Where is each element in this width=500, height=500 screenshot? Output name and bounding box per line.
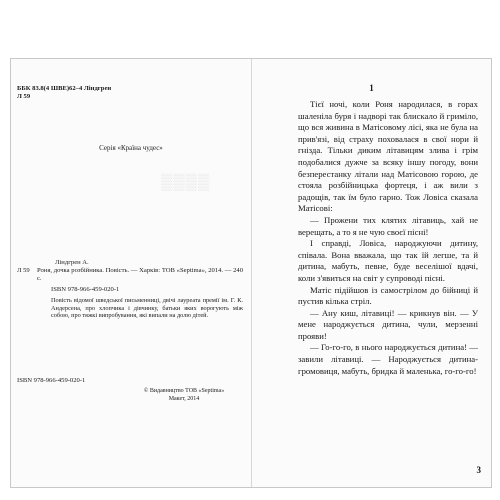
copyright-line: Макет, 2014 xyxy=(168,395,200,402)
page-number: 3 xyxy=(476,465,481,475)
copyright-line: © Видавництво ТОВ «Septima» xyxy=(143,388,225,394)
paragraph: — Ану киш, літавиці! — крикнув він. — У мене народжується дитина, чули, мерзенні прояви! xyxy=(298,307,478,341)
body-text xyxy=(298,99,478,377)
right-page xyxy=(252,59,491,487)
paragraph: Тієї ночі, коли Роня народилася, в горах шаленіла буря і надворі так блискало й гриміло, що вся живина в Матісовому лісі, яка не була на прив'язі, від страху поховалася в свої нори й гнізда. Тільки диким літавицям злива і грім подобалися дужче за всяку іншу погоду, вони безперестанку літали над Матісовою горою, де стояла розбійницька фортеця, і аж вили з радощів, так їм було гарно. Тож Ловіса сказала Матісові: xyxy=(298,99,478,214)
bibliographic-reference xyxy=(17,259,243,320)
isbn: ISBN 978-966-459-020-1 xyxy=(51,286,120,293)
bbk-line: Л 59 xyxy=(17,93,31,100)
ref-code: Л 59 xyxy=(17,267,30,274)
ref-author: Ліндгрен А. xyxy=(55,259,89,266)
annotation: Повість відомої шведської письменниці, двічі лауреата премії ім. Г. К. Андерсена, про хлопчика і дівчинку, батьки яких ворогують між собою, про тяжкі випробування, які випали на долю дітей. xyxy=(51,297,243,320)
book-spread xyxy=(10,58,492,488)
ref-text: Роня, дочка розбійника. Повість. — Харків: ТОВ «Septima», 2014. — 240 с. xyxy=(37,267,243,282)
paragraph: Матіс підійшов із самострілом до бійниці й пустив кілька стріл. xyxy=(298,284,478,307)
chapter-number: 1 xyxy=(369,83,374,93)
paragraph: — Прожени тих клятих літавиць, хай не верещать, а то я не чую своєї пісні! xyxy=(298,214,478,237)
bbk-line: ББК 83.8(4 ШВЕ)62–4 Ліндгрен xyxy=(17,85,112,92)
left-page xyxy=(11,59,251,487)
copyright xyxy=(121,388,247,403)
series-title: Серія «Країна чудес» xyxy=(99,144,163,152)
bleed-through-shadow: ▒▒▒▒ xyxy=(161,174,211,191)
paragraph: І справді, Ловіса, народжуючи дитину, співала. Вона вважала, що так їй легше, та й дитина, мабуть, певне, буде веселішої вдачі, коли з'явиться на світ у супроводі пісні. xyxy=(298,238,478,283)
isbn-bottom: ISBN 978-966-459-020-1 xyxy=(17,377,86,384)
ref-row xyxy=(17,267,243,283)
bbk-block xyxy=(17,85,111,101)
paragraph: — Го-го-го, в нього народжується дитина! — завили літавиці. — Народжується дитина-громовиця, мабуть, бридка й маленька, го-го-го! xyxy=(298,342,478,376)
